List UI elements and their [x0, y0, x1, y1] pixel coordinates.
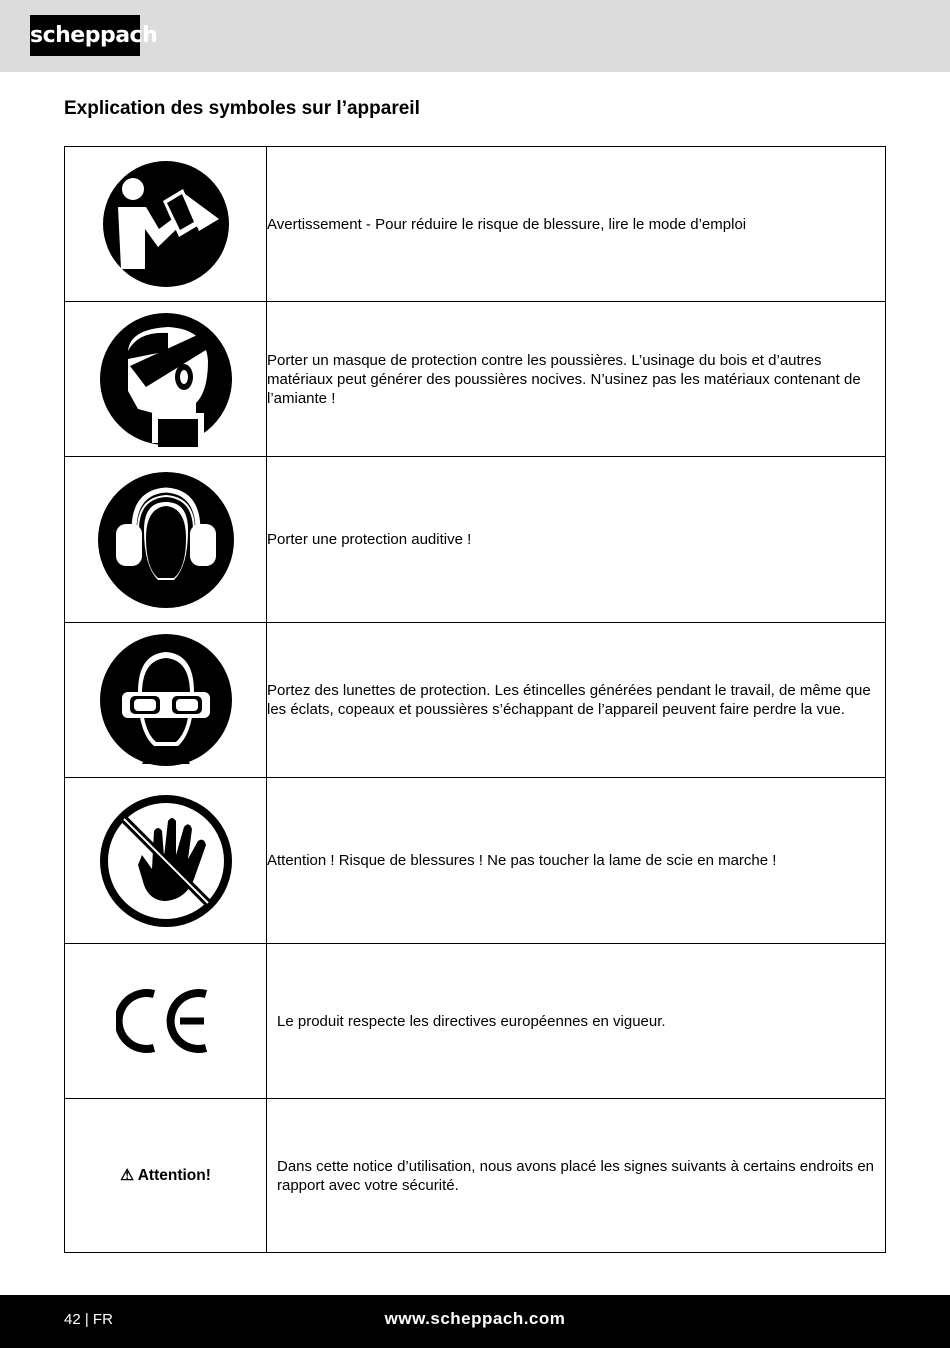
table-row [65, 944, 886, 1099]
website-link[interactable]: www.scheppach.com [384, 1309, 566, 1328]
icon-cell [65, 778, 267, 944]
table-row [65, 623, 886, 778]
read-manual-icon [101, 159, 231, 289]
header-band [0, 0, 950, 72]
table-row [65, 1099, 886, 1253]
icon-cell [65, 457, 267, 623]
row-text: Porter une protection auditive ! [267, 457, 886, 623]
row-text: Dans cette notice d’utilisation, nous avons placé les signes suivants à certains endroits en rapport avec votre sécurité. [267, 1099, 886, 1253]
table-row [65, 457, 886, 623]
icon-cell [65, 302, 267, 457]
no-touch-hand-icon [98, 793, 234, 929]
ce-mark-icon [116, 986, 216, 1056]
ear-protection-icon [96, 470, 236, 610]
table-row [65, 302, 886, 457]
row-text: Avertissement - Pour réduire le risque de blessure, lire le mode d’emploi [267, 147, 886, 302]
row-text: Portez des lunettes de protection. Les étincelles générées pendant le travail, de même que les éclats, copeaux et poussières s’échappant de l’appareil peuvent faire perdre la vue. [267, 623, 886, 778]
icon-cell [65, 147, 267, 302]
dust-mask-icon [98, 311, 234, 447]
icon-cell [65, 1099, 267, 1253]
table-row [65, 778, 886, 944]
row-text: Attention ! Risque de blessures ! Ne pas toucher la lame de scie en marche ! [267, 778, 886, 944]
row-text: Porter un masque de protection contre les poussières. L’usinage du bois et d’autres matériaux peut générer des poussières nocives. N’usinez pas les matériaux contenant de l’amiante ! [267, 302, 886, 457]
footer-band [0, 1295, 950, 1348]
row-text: Le produit respecte les directives européennes en vigueur. [267, 944, 886, 1099]
safety-goggles-icon [98, 632, 234, 768]
icon-cell [65, 623, 267, 778]
page-number: 42 | FR [64, 1311, 113, 1328]
scheppach-logo: scheppach [30, 15, 140, 56]
table-row [65, 147, 886, 302]
symbols-table [64, 146, 886, 1253]
attention-label: ⚠ Attention! [120, 1167, 211, 1184]
icon-cell [65, 944, 267, 1099]
page-title: Explication des symboles sur l’appareil [64, 98, 420, 119]
